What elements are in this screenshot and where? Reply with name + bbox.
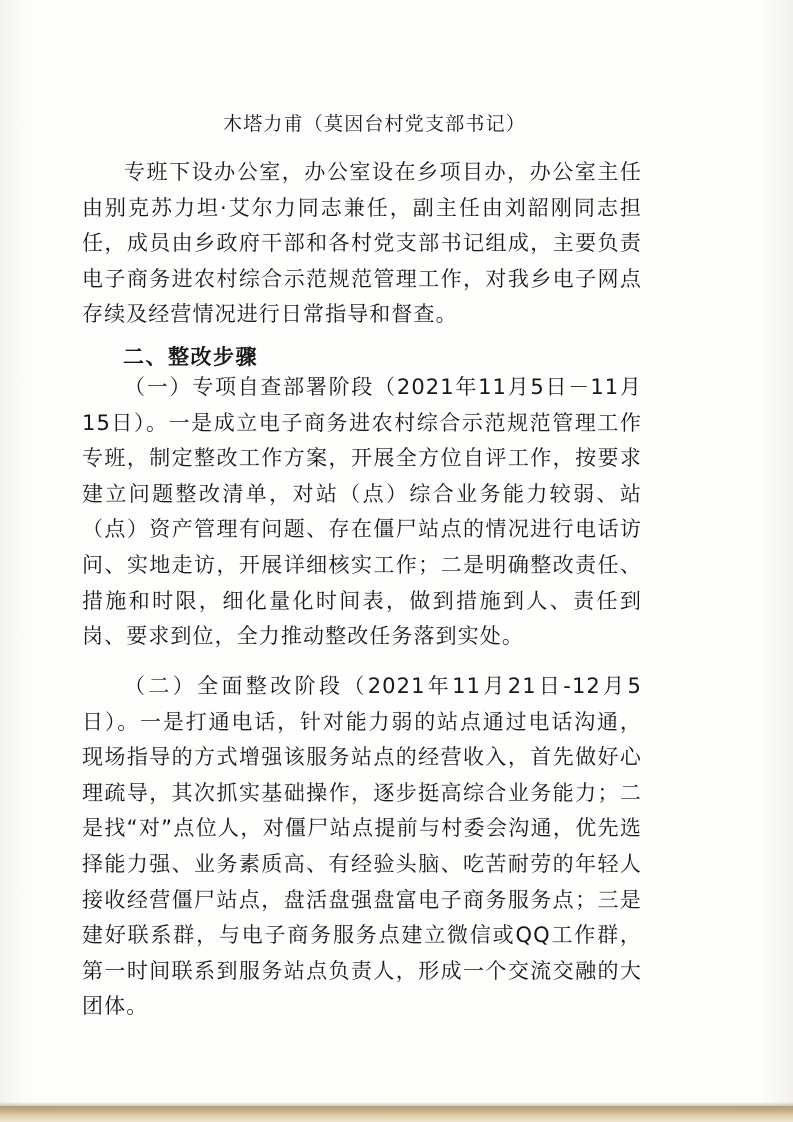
paragraph-office-setup: 专班下设办公室，办公室设在乡项目办，办公室主任由别克苏力坦·艾尔力同志兼任，副主任由刘韶刚同志担任，成员由乡政府干部和各村党支部书记组成，主要负责电子商务进农村综合示范规范管理工作，对我乡电子网点存续及经营情况进行日常指导和督查。 xyxy=(82,160,642,327)
paragraph-rectification-stage: （二）全面整改阶段（2021年11月21日-12月5日）。一是打通电话，针对能力弱的站点通过电话沟通，现场指导的方式增强该服务站点的经营收入，首先做好心理疏导，其次抓实基础操作，逐步挺高综合业务能力；二是找“对”点位人，对僵尸站点提前与村委会沟通，优先选择能力强、业务素质高、有经验头脑、吃苦耐劳的年轻人接收经营僵尸站点，盘活盘强盘富电子商务服务点；三是建好联系群，与电子商务服务点建立微信或QQ工作群，第一时间联系到服务站点负责人，形成一个交流交融的大团体。 xyxy=(82,674,642,1019)
paragraph-self-check-stage: （一）专项自查部署阶段（2021年11月5日－11月15日）。一是成立电子商务进农村综合示范规范管理工作专班，制定整改工作方案，开展全方位自评工作，按要求建立问题整改清单，对站（点）综合业务能力较弱、站（点）资产管理有问题、存在僵尸站点的情况进行电话访问、实地走访，开展详细核实工作；二是明确整改责任、措施和时限，细化量化时间表，做到措施到人、责任到岗、要求到位，全力推动整改任务落到实处。 xyxy=(82,375,642,649)
section-heading: 二、整改步骤 xyxy=(123,345,258,369)
page-bottom-edge xyxy=(0,1102,793,1122)
header-line: 木塔力甫（莫因台村党支部书记） xyxy=(223,113,527,135)
